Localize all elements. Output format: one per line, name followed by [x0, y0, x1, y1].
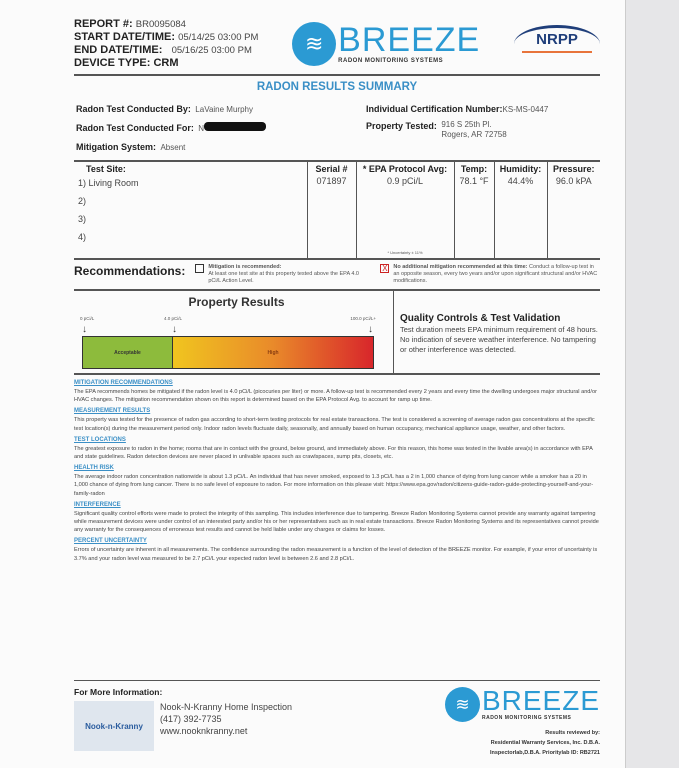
- nook-n-kranny-logo: Nook-n-Kranny: [74, 701, 154, 751]
- mitigation-recommended-checkbox[interactable]: [195, 264, 204, 273]
- high-zone: High: [173, 337, 373, 368]
- tick-100: 100.0 pCi/L+: [350, 316, 376, 321]
- arrow-down-icon: ↓: [368, 324, 373, 335]
- website-link[interactable]: www.nooknkranny.net: [160, 726, 248, 736]
- radon-level-scale: [82, 336, 374, 369]
- contact-block: For More Information: Nook-n-Kranny Nook-N-Kranny Home Inspection (417) 392-7735 www.nooknkranny.net: [74, 687, 292, 758]
- scale-arrows: [80, 324, 376, 336]
- breeze-logo-footer: ≋ BREEZE RADON MONITORING SYSTEMS: [445, 687, 600, 722]
- start-date: 05/14/25 03:00 PM: [178, 32, 259, 43]
- company-contact: Nook-N-Kranny Home Inspection (417) 392-7735 www.nooknkranny.net: [160, 702, 293, 736]
- end-date: 05/16/25 03:00 PM: [171, 45, 252, 56]
- site-row: 4): [78, 232, 87, 242]
- health-risk-section: HEALTH RISK The average indoor radon concentration nationwide is about 1.3 pCi/L. An individual that has never smoked, exposed to 1.3 pCi/L has a 2 in 1,000 chance of dying from lung cancer while a smoker has a 20 in 1,000 chance of dying from lung cancer. There is no safe level of exposure to radon. For more information on this please visit: https://www.epa.gov/radon/citizens-guide-radon-guide-protecting-yourself-and-your-family-radon: [74, 465, 594, 497]
- report-footer: [74, 680, 600, 758]
- recommendations-row: [74, 260, 600, 289]
- nrpp-logo: NRPP: [514, 25, 600, 63]
- phone: (417) 392-7735: [160, 714, 222, 724]
- site-row: 1) Living Room: [78, 178, 139, 188]
- tick-0: 0 pCi/L: [80, 316, 95, 321]
- report-header: REPORT #: BR0095084 START DATE/TIME: 05/14/25 03:00 PM END DATE/TIME: 05/16/25 03:00 PM DEVICE TYPE: CRM: [74, 18, 259, 69]
- mitigation-recommendations-section: MITIGATION RECOMMENDATIONS The EPA recommends homes be mitigated if the radon level is 4.0 pCi/L (picocuries per liter) or more. A follow-up test is recommended every 2 years and every time the dwelling undergoes major structural and/or HVAC changes. The mitigation recommendation shown on this report is determined based on the EPA Protocol Avg. to account for ramp up time.: [74, 380, 597, 404]
- page-title: RADON RESULTS SUMMARY: [256, 81, 418, 93]
- no-mitigation-option: X No additional mitigation recommended at this time: Conduct a follow-up test in an opposite season, every two years and/or upon significant structural and/or HVAC modifications.: [382, 264, 598, 284]
- test-sites-table: Test Site: 1) Living Room 2) 3) 4) Serial # 071897 * EPA Protocol Avg: 0.9 pCi/L * Uncertainty ± 11% Temp: 78.1 °F Humidity: 44.4% Pressure: 96.0 kPA: [74, 162, 600, 258]
- property-results-title: Property Results: [188, 295, 285, 309]
- interference-section: INTERFERENCE Significant quality control efforts were made to protect the integrity of this sampling. This includes interference due to tampering. Breeze Radon Monitoring Systems cannot provide any warranty against tampering while measurement devices were under control of an interested party and/or his or her representatives such as in real estate transactions. Breeze Radon Monitoring Systems and its representatives cannot provide any warranty for the consequences of erroneous test results and cannot be held liable under any charges or claims for losses.: [74, 501, 599, 534]
- wind-icon: ≋: [292, 22, 336, 66]
- wind-icon: ≋: [445, 687, 480, 722]
- site-row: 2): [78, 196, 87, 206]
- scale-ticks: [80, 315, 376, 324]
- reviewer-info: Results reviewed by: Residential Warranty Services, Inc. D.B.A. Inspectorlab,D.B.A. Prioritylab ID: RB2721: [489, 730, 600, 756]
- percent-uncertainty-section: PERCENT UNCERTAINTY Errors of uncertainty are inherent in all measurements. The confidence surrounding the radon measurement is a function of the level of detection of the BREEZE monitor. For example, if your error of uncertainty is 3.7% and your radon level was measured to be 2.7 pCi/L your expected radon level is between 2.6 and 2.8 pCi/L.: [74, 538, 598, 562]
- arrow-swoosh: [522, 51, 592, 53]
- divider: [74, 74, 600, 76]
- arrow-down-icon: ↓: [82, 324, 87, 335]
- no-mitigation-checkbox[interactable]: X: [382, 264, 388, 273]
- results-row: [74, 291, 600, 375]
- recommendations-label: Recommendations:: [74, 264, 186, 278]
- arrow-down-icon: ↓: [172, 324, 177, 335]
- report-number: BR0095084: [135, 19, 186, 30]
- site-row: 3): [78, 214, 87, 224]
- mitigation-recommended-option: Mitigation is recommended: At least one test site at this property tested above the EPA 4.0 pCi/L Action Level.: [195, 264, 360, 285]
- report-header-row: [74, 18, 600, 70]
- redacted-name: [204, 122, 266, 131]
- reviewer-block: [445, 687, 600, 758]
- acceptable-zone: Acceptable: [83, 337, 173, 368]
- test-info-left: Radon Test Conducted By: LaVaine Murphy Radon Test Conducted For: N Mitigation System: Absent: [76, 99, 266, 156]
- breeze-logo: ≋ BREEZE RADON MONITORING SYSTEMS: [292, 22, 480, 66]
- property-results: [74, 291, 394, 373]
- device-type: CRM: [153, 57, 179, 69]
- tick-4: 4.0 pCi/L: [164, 316, 183, 321]
- measurement-results-section: MEASUREMENT RESULTS This property was tested for the presence of radon gas according to short-term testing protocols for real estate transactions. The test is considered a screening of average radon gas concentrations at the specific test location(s) during the measurement period only. Indoor radon levels fluctuate daily, seasonally, and annually based on human occupancy, mechanical appliance usage, weather, and other factors.: [74, 408, 595, 432]
- report-body: [74, 375, 600, 758]
- test-info-right: Individual Certification Number:KS-MS-0447 Property Tested: 916 S 25th Pl. Rogers, AR 72758: [366, 104, 549, 139]
- test-locations-section: TEST LOCATIONS The greatest exposure to radon in the home; rooms that are in contact with the ground, below ground, and immediately above. For this reason, this home was tested in the livable area(s) in accordance with EPA and state guidelines. Radon detection devices are never placed in unlivable spaces such as crawlspaces, sump pits, closets, etc.: [74, 436, 593, 461]
- test-info: [74, 99, 600, 160]
- quality-controls: Quality Controls & Test Validation Test duration meets EPA minimum requirement of 48 hours. No indication of severe weather interference. No tampering or other interference was detected.: [400, 313, 598, 354]
